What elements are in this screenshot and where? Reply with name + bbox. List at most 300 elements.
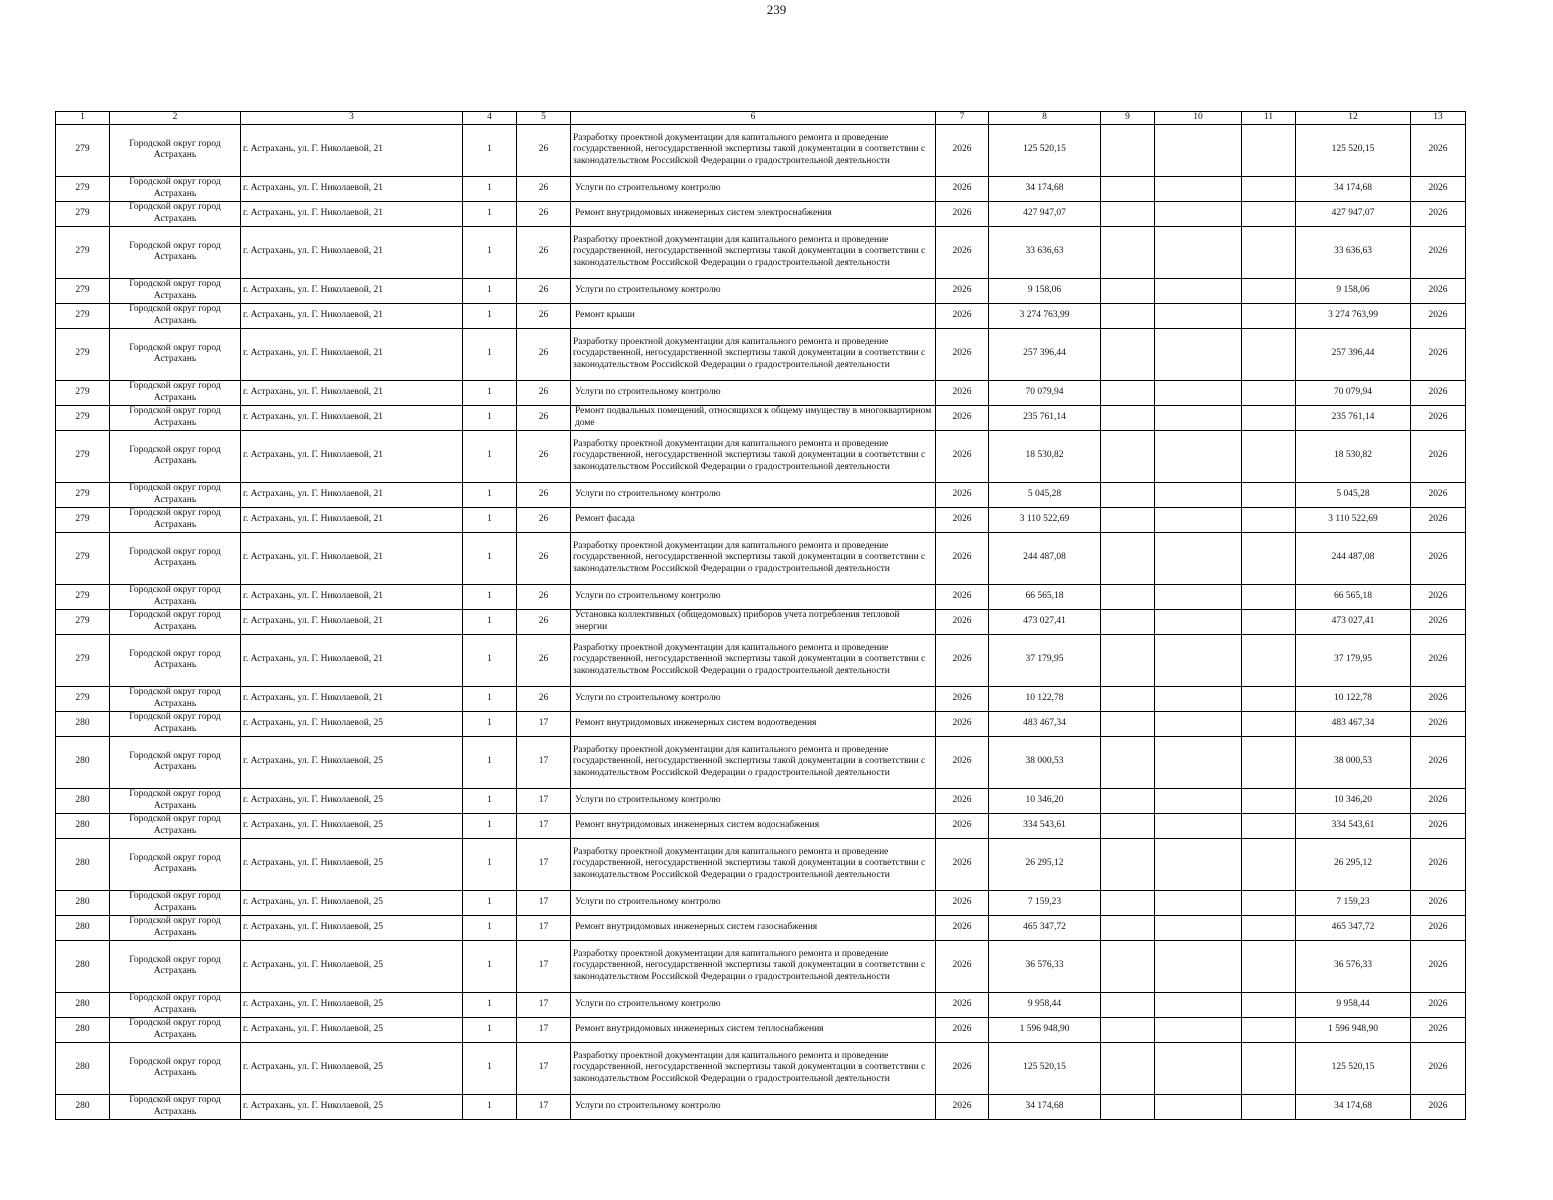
row-number-cell: 280: [56, 838, 110, 890]
row-number-cell: 279: [56, 430, 110, 482]
col-8-amount-cell: 125 520,15: [989, 124, 1101, 176]
address-cell: г. Астрахань, ул. Г. Николаевой, 25: [241, 992, 463, 1017]
row-number-cell: 280: [56, 1094, 110, 1119]
col-12-amount-cell: 7 159,23: [1296, 890, 1411, 915]
col-9-cell: [1101, 736, 1155, 788]
column-number-5: 5: [517, 112, 571, 125]
col-7-cell: 2026: [936, 634, 989, 686]
row-number-cell: 279: [56, 278, 110, 303]
col-10-cell: [1155, 736, 1242, 788]
table-row: [56, 507, 1466, 532]
col-5-cell: 26: [517, 507, 571, 532]
col-12-amount-cell: 483 467,34: [1296, 711, 1411, 736]
col-10-cell: [1155, 176, 1242, 201]
col-8-amount-cell: 5 045,28: [989, 482, 1101, 507]
col-4-cell: 1: [463, 838, 517, 890]
col-8-amount-cell: 3 110 522,69: [989, 507, 1101, 532]
address-cell: г. Астрахань, ул. Г. Николаевой, 21: [241, 430, 463, 482]
col-5-cell: 26: [517, 430, 571, 482]
col-7-cell: 2026: [936, 532, 989, 584]
col-12-amount-cell: 334 543,61: [1296, 813, 1411, 838]
col-10-cell: [1155, 507, 1242, 532]
work-type-cell: Ремонт внутридомовых инженерных систем теплоснабжения: [571, 1017, 936, 1042]
col-10-cell: [1155, 430, 1242, 482]
col-9-cell: [1101, 1042, 1155, 1094]
col-8-amount-cell: 235 761,14: [989, 405, 1101, 430]
col-4-cell: 1: [463, 813, 517, 838]
col-7-cell: 2026: [936, 584, 989, 609]
col-13-cell: 2026: [1411, 532, 1466, 584]
col-8-amount-cell: 125 520,15: [989, 1042, 1101, 1094]
row-number-cell: 280: [56, 788, 110, 813]
col-9-cell: [1101, 201, 1155, 226]
col-12-amount-cell: 66 565,18: [1296, 584, 1411, 609]
col-7-cell: 2026: [936, 992, 989, 1017]
col-4-cell: 1: [463, 915, 517, 940]
col-8-amount-cell: 3 274 763,99: [989, 303, 1101, 328]
col-12-amount-cell: 257 396,44: [1296, 328, 1411, 380]
col-10-cell: [1155, 838, 1242, 890]
col-13-cell: 2026: [1411, 430, 1466, 482]
col-12-amount-cell: 1 596 948,90: [1296, 1017, 1411, 1042]
col-12-amount-cell: 26 295,12: [1296, 838, 1411, 890]
table-row: [56, 1094, 1466, 1119]
col-4-cell: 1: [463, 940, 517, 992]
works-register-table: [55, 111, 1466, 1120]
col-8-amount-cell: 36 576,33: [989, 940, 1101, 992]
work-type-cell: Ремонт крыши: [571, 303, 936, 328]
table-row: [56, 124, 1466, 176]
municipality-cell: Городской округ город Астрахань: [110, 940, 241, 992]
col-12-amount-cell: 9 958,44: [1296, 992, 1411, 1017]
column-number-3: 3: [241, 112, 463, 125]
col-10-cell: [1155, 328, 1242, 380]
col-13-cell: 2026: [1411, 686, 1466, 711]
col-12-amount-cell: 18 530,82: [1296, 430, 1411, 482]
col-4-cell: 1: [463, 1017, 517, 1042]
address-cell: г. Астрахань, ул. Г. Николаевой, 21: [241, 380, 463, 405]
column-number-row: [56, 112, 1466, 125]
row-number-cell: 279: [56, 176, 110, 201]
address-cell: г. Астрахань, ул. Г. Николаевой, 25: [241, 788, 463, 813]
col-10-cell: [1155, 634, 1242, 686]
table-row: [56, 940, 1466, 992]
work-type-cell: Услуги по строительному контролю: [571, 992, 936, 1017]
work-type-cell: Услуги по строительному контролю: [571, 788, 936, 813]
col-13-cell: 2026: [1411, 992, 1466, 1017]
municipality-cell: Городской округ город Астрахань: [110, 532, 241, 584]
col-11-cell: [1242, 328, 1296, 380]
col-10-cell: [1155, 609, 1242, 634]
address-cell: г. Астрахань, ул. Г. Николаевой, 21: [241, 278, 463, 303]
col-9-cell: [1101, 532, 1155, 584]
col-11-cell: [1242, 201, 1296, 226]
municipality-cell: Городской округ город Астрахань: [110, 992, 241, 1017]
col-4-cell: 1: [463, 201, 517, 226]
col-11-cell: [1242, 226, 1296, 278]
col-9-cell: [1101, 838, 1155, 890]
column-number-9: 9: [1101, 112, 1155, 125]
col-5-cell: 17: [517, 915, 571, 940]
table-row: [56, 890, 1466, 915]
col-13-cell: 2026: [1411, 813, 1466, 838]
col-13-cell: 2026: [1411, 303, 1466, 328]
col-8-amount-cell: 1 596 948,90: [989, 1017, 1101, 1042]
col-13-cell: 2026: [1411, 940, 1466, 992]
col-5-cell: 17: [517, 1017, 571, 1042]
col-13-cell: 2026: [1411, 838, 1466, 890]
municipality-cell: Городской округ город Астрахань: [110, 507, 241, 532]
col-8-amount-cell: 38 000,53: [989, 736, 1101, 788]
address-cell: г. Астрахань, ул. Г. Николаевой, 21: [241, 303, 463, 328]
col-11-cell: [1242, 584, 1296, 609]
col-7-cell: 2026: [936, 430, 989, 482]
col-11-cell: [1242, 303, 1296, 328]
col-10-cell: [1155, 1017, 1242, 1042]
col-10-cell: [1155, 940, 1242, 992]
col-12-amount-cell: 125 520,15: [1296, 1042, 1411, 1094]
municipality-cell: Городской округ город Астрахань: [110, 711, 241, 736]
col-7-cell: 2026: [936, 915, 989, 940]
col-13-cell: 2026: [1411, 201, 1466, 226]
municipality-cell: Городской округ город Астрахань: [110, 736, 241, 788]
col-13-cell: 2026: [1411, 328, 1466, 380]
col-7-cell: 2026: [936, 124, 989, 176]
work-type-cell: Услуги по строительному контролю: [571, 890, 936, 915]
col-13-cell: 2026: [1411, 226, 1466, 278]
col-13-cell: 2026: [1411, 1017, 1466, 1042]
col-12-amount-cell: 3 110 522,69: [1296, 507, 1411, 532]
address-cell: г. Астрахань, ул. Г. Николаевой, 21: [241, 584, 463, 609]
col-4-cell: 1: [463, 711, 517, 736]
column-number-13: 13: [1411, 112, 1466, 125]
col-13-cell: 2026: [1411, 788, 1466, 813]
col-9-cell: [1101, 788, 1155, 813]
work-type-cell: Установка коллективных (общедомовых) приборов учета потребления тепловой энергии: [571, 609, 936, 634]
municipality-cell: Городской округ город Астрахань: [110, 890, 241, 915]
col-10-cell: [1155, 532, 1242, 584]
col-9-cell: [1101, 124, 1155, 176]
row-number-cell: 279: [56, 201, 110, 226]
col-11-cell: [1242, 380, 1296, 405]
col-8-amount-cell: 9 958,44: [989, 992, 1101, 1017]
col-13-cell: 2026: [1411, 405, 1466, 430]
col-10-cell: [1155, 813, 1242, 838]
row-number-cell: 279: [56, 124, 110, 176]
col-9-cell: [1101, 890, 1155, 915]
col-9-cell: [1101, 609, 1155, 634]
address-cell: г. Астрахань, ул. Г. Николаевой, 25: [241, 940, 463, 992]
col-9-cell: [1101, 405, 1155, 430]
col-10-cell: [1155, 405, 1242, 430]
work-type-cell: Услуги по строительному контролю: [571, 278, 936, 303]
column-number-7: 7: [936, 112, 989, 125]
col-10-cell: [1155, 788, 1242, 813]
col-11-cell: [1242, 915, 1296, 940]
col-7-cell: 2026: [936, 686, 989, 711]
col-8-amount-cell: 9 158,06: [989, 278, 1101, 303]
row-number-cell: 279: [56, 584, 110, 609]
work-type-cell: Разработку проектной документации для капитального ремонта и проведение государственной, негосударственной экспертизы такой документации в соответствии с законодательством Российской Федерации о градостроительной деятельности: [571, 634, 936, 686]
col-13-cell: 2026: [1411, 915, 1466, 940]
col-7-cell: 2026: [936, 226, 989, 278]
municipality-cell: Городской округ город Астрахань: [110, 201, 241, 226]
col-11-cell: [1242, 482, 1296, 507]
municipality-cell: Городской округ город Астрахань: [110, 303, 241, 328]
work-type-cell: Разработку проектной документации для капитального ремонта и проведение государственной, негосударственной экспертизы такой документации в соответствии с законодательством Российской Федерации о градостроительной деятельности: [571, 940, 936, 992]
col-7-cell: 2026: [936, 813, 989, 838]
col-4-cell: 1: [463, 686, 517, 711]
work-type-cell: Услуги по строительному контролю: [571, 1094, 936, 1119]
column-number-12: 12: [1296, 112, 1411, 125]
work-type-cell: Ремонт фасада: [571, 507, 936, 532]
address-cell: г. Астрахань, ул. Г. Николаевой, 25: [241, 1042, 463, 1094]
address-cell: г. Астрахань, ул. Г. Николаевой, 21: [241, 609, 463, 634]
col-12-amount-cell: 33 636,63: [1296, 226, 1411, 278]
col-5-cell: 26: [517, 176, 571, 201]
municipality-cell: Городской округ город Астрахань: [110, 226, 241, 278]
col-13-cell: 2026: [1411, 634, 1466, 686]
col-7-cell: 2026: [936, 176, 989, 201]
col-13-cell: 2026: [1411, 124, 1466, 176]
col-7-cell: 2026: [936, 482, 989, 507]
col-12-amount-cell: 3 274 763,99: [1296, 303, 1411, 328]
municipality-cell: Городской округ город Астрахань: [110, 634, 241, 686]
work-type-cell: Ремонт внутридомовых инженерных систем водоснабжения: [571, 813, 936, 838]
col-7-cell: 2026: [936, 1042, 989, 1094]
col-13-cell: 2026: [1411, 736, 1466, 788]
col-8-amount-cell: 483 467,34: [989, 711, 1101, 736]
municipality-cell: Городской округ город Астрахань: [110, 584, 241, 609]
column-number-8: 8: [989, 112, 1101, 125]
municipality-cell: Городской округ город Астрахань: [110, 430, 241, 482]
work-type-cell: Услуги по строительному контролю: [571, 584, 936, 609]
work-type-cell: Ремонт внутридомовых инженерных систем газоснабжения: [571, 915, 936, 940]
row-number-cell: 279: [56, 405, 110, 430]
col-7-cell: 2026: [936, 838, 989, 890]
col-4-cell: 1: [463, 736, 517, 788]
col-9-cell: [1101, 584, 1155, 609]
col-8-amount-cell: 465 347,72: [989, 915, 1101, 940]
address-cell: г. Астрахань, ул. Г. Николаевой, 25: [241, 813, 463, 838]
work-type-cell: Разработку проектной документации для капитального ремонта и проведение государственной, негосударственной экспертизы такой документации в соответствии с законодательством Российской Федерации о градостроительной деятельности: [571, 1042, 936, 1094]
col-4-cell: 1: [463, 507, 517, 532]
table-row: [56, 711, 1466, 736]
col-5-cell: 17: [517, 1094, 571, 1119]
col-8-amount-cell: 66 565,18: [989, 584, 1101, 609]
municipality-cell: Городской округ город Астрахань: [110, 405, 241, 430]
municipality-cell: Городской округ город Астрахань: [110, 609, 241, 634]
row-number-cell: 279: [56, 609, 110, 634]
work-type-cell: Разработку проектной документации для капитального ремонта и проведение государственной, негосударственной экспертизы такой документации в соответствии с законодательством Российской Федерации о градостроительной деятельности: [571, 838, 936, 890]
col-5-cell: 26: [517, 380, 571, 405]
col-12-amount-cell: 38 000,53: [1296, 736, 1411, 788]
table-row: [56, 380, 1466, 405]
col-7-cell: 2026: [936, 201, 989, 226]
table-row: [56, 405, 1466, 430]
col-4-cell: 1: [463, 226, 517, 278]
col-7-cell: 2026: [936, 405, 989, 430]
col-4-cell: 1: [463, 1094, 517, 1119]
municipality-cell: Городской округ город Астрахань: [110, 1094, 241, 1119]
table-row: [56, 226, 1466, 278]
municipality-cell: Городской округ город Астрахань: [110, 1017, 241, 1042]
work-type-cell: Услуги по строительному контролю: [571, 176, 936, 201]
col-7-cell: 2026: [936, 736, 989, 788]
col-4-cell: 1: [463, 532, 517, 584]
col-11-cell: [1242, 430, 1296, 482]
col-7-cell: 2026: [936, 1017, 989, 1042]
table-row: [56, 278, 1466, 303]
municipality-cell: Городской округ город Астрахань: [110, 813, 241, 838]
col-7-cell: 2026: [936, 711, 989, 736]
col-12-amount-cell: 427 947,07: [1296, 201, 1411, 226]
row-number-cell: 279: [56, 507, 110, 532]
address-cell: г. Астрахань, ул. Г. Николаевой, 25: [241, 915, 463, 940]
col-9-cell: [1101, 1017, 1155, 1042]
table-row: [56, 303, 1466, 328]
col-13-cell: 2026: [1411, 584, 1466, 609]
col-9-cell: [1101, 634, 1155, 686]
col-8-amount-cell: 7 159,23: [989, 890, 1101, 915]
row-number-cell: 280: [56, 1042, 110, 1094]
col-4-cell: 1: [463, 788, 517, 813]
table-row: [56, 584, 1466, 609]
column-number-2: 2: [110, 112, 241, 125]
address-cell: г. Астрахань, ул. Г. Николаевой, 21: [241, 201, 463, 226]
col-13-cell: 2026: [1411, 278, 1466, 303]
row-number-cell: 280: [56, 736, 110, 788]
col-8-amount-cell: 18 530,82: [989, 430, 1101, 482]
col-8-amount-cell: 37 179,95: [989, 634, 1101, 686]
col-12-amount-cell: 244 487,08: [1296, 532, 1411, 584]
col-5-cell: 17: [517, 838, 571, 890]
address-cell: г. Астрахань, ул. Г. Николаевой, 25: [241, 890, 463, 915]
municipality-cell: Городской округ город Астрахань: [110, 380, 241, 405]
municipality-cell: Городской округ город Астрахань: [110, 915, 241, 940]
col-9-cell: [1101, 915, 1155, 940]
table-row: [56, 430, 1466, 482]
col-13-cell: 2026: [1411, 380, 1466, 405]
table-row: [56, 609, 1466, 634]
col-8-amount-cell: 10 122,78: [989, 686, 1101, 711]
col-5-cell: 17: [517, 1042, 571, 1094]
work-type-cell: Разработку проектной документации для капитального ремонта и проведение государственной, негосударственной экспертизы такой документации в соответствии с законодательством Российской Федерации о градостроительной деятельности: [571, 124, 936, 176]
col-5-cell: 26: [517, 405, 571, 430]
col-8-amount-cell: 34 174,68: [989, 176, 1101, 201]
col-5-cell: 26: [517, 532, 571, 584]
col-8-amount-cell: 10 346,20: [989, 788, 1101, 813]
municipality-cell: Городской округ город Астрахань: [110, 838, 241, 890]
col-13-cell: 2026: [1411, 711, 1466, 736]
col-11-cell: [1242, 609, 1296, 634]
table-row: [56, 1017, 1466, 1042]
col-5-cell: 17: [517, 890, 571, 915]
row-number-cell: 279: [56, 482, 110, 507]
col-11-cell: [1242, 176, 1296, 201]
col-8-amount-cell: 334 543,61: [989, 813, 1101, 838]
row-number-cell: 279: [56, 634, 110, 686]
col-9-cell: [1101, 813, 1155, 838]
col-4-cell: 1: [463, 328, 517, 380]
col-13-cell: 2026: [1411, 890, 1466, 915]
col-5-cell: 17: [517, 992, 571, 1017]
col-5-cell: 26: [517, 328, 571, 380]
table-row: [56, 915, 1466, 940]
col-13-cell: 2026: [1411, 482, 1466, 507]
address-cell: г. Астрахань, ул. Г. Николаевой, 21: [241, 634, 463, 686]
col-9-cell: [1101, 940, 1155, 992]
col-9-cell: [1101, 226, 1155, 278]
col-11-cell: [1242, 788, 1296, 813]
col-8-amount-cell: 473 027,41: [989, 609, 1101, 634]
work-type-cell: Ремонт подвальных помещений, относящихся к общему имуществу в многоквартирном доме: [571, 405, 936, 430]
col-8-amount-cell: 244 487,08: [989, 532, 1101, 584]
municipality-cell: Городской округ город Астрахань: [110, 788, 241, 813]
col-5-cell: 26: [517, 226, 571, 278]
col-8-amount-cell: 257 396,44: [989, 328, 1101, 380]
column-number-4: 4: [463, 112, 517, 125]
col-11-cell: [1242, 1042, 1296, 1094]
address-cell: г. Астрахань, ул. Г. Николаевой, 25: [241, 736, 463, 788]
col-5-cell: 17: [517, 940, 571, 992]
col-13-cell: 2026: [1411, 176, 1466, 201]
address-cell: г. Астрахань, ул. Г. Николаевой, 25: [241, 1094, 463, 1119]
col-7-cell: 2026: [936, 609, 989, 634]
col-10-cell: [1155, 201, 1242, 226]
work-type-cell: Ремонт внутридомовых инженерных систем водоотведения: [571, 711, 936, 736]
col-4-cell: 1: [463, 303, 517, 328]
col-10-cell: [1155, 1042, 1242, 1094]
col-12-amount-cell: 34 174,68: [1296, 176, 1411, 201]
municipality-cell: Городской округ город Астрахань: [110, 278, 241, 303]
work-type-cell: Услуги по строительному контролю: [571, 482, 936, 507]
row-number-cell: 279: [56, 303, 110, 328]
address-cell: г. Астрахань, ул. Г. Николаевой, 21: [241, 482, 463, 507]
column-number-1: 1: [56, 112, 110, 125]
table-row: [56, 176, 1466, 201]
work-type-cell: Услуги по строительному контролю: [571, 380, 936, 405]
col-5-cell: 26: [517, 278, 571, 303]
row-number-cell: 279: [56, 328, 110, 380]
table-row: [56, 992, 1466, 1017]
col-12-amount-cell: 34 174,68: [1296, 1094, 1411, 1119]
col-7-cell: 2026: [936, 328, 989, 380]
col-5-cell: 26: [517, 482, 571, 507]
address-cell: г. Астрахань, ул. Г. Николаевой, 21: [241, 124, 463, 176]
col-9-cell: [1101, 507, 1155, 532]
col-12-amount-cell: 36 576,33: [1296, 940, 1411, 992]
col-4-cell: 1: [463, 609, 517, 634]
col-11-cell: [1242, 736, 1296, 788]
table-row: [56, 736, 1466, 788]
col-7-cell: 2026: [936, 940, 989, 992]
row-number-cell: 280: [56, 915, 110, 940]
row-number-cell: 280: [56, 992, 110, 1017]
col-5-cell: 26: [517, 686, 571, 711]
col-12-amount-cell: 473 027,41: [1296, 609, 1411, 634]
col-5-cell: 17: [517, 736, 571, 788]
work-type-cell: Разработку проектной документации для капитального ремонта и проведение государственной, негосударственной экспертизы такой документации в соответствии с законодательством Российской Федерации о градостроительной деятельности: [571, 532, 936, 584]
col-4-cell: 1: [463, 992, 517, 1017]
col-12-amount-cell: 125 520,15: [1296, 124, 1411, 176]
col-10-cell: [1155, 584, 1242, 609]
col-12-amount-cell: 465 347,72: [1296, 915, 1411, 940]
col-7-cell: 2026: [936, 788, 989, 813]
col-4-cell: 1: [463, 176, 517, 201]
col-12-amount-cell: 70 079,94: [1296, 380, 1411, 405]
col-4-cell: 1: [463, 1042, 517, 1094]
